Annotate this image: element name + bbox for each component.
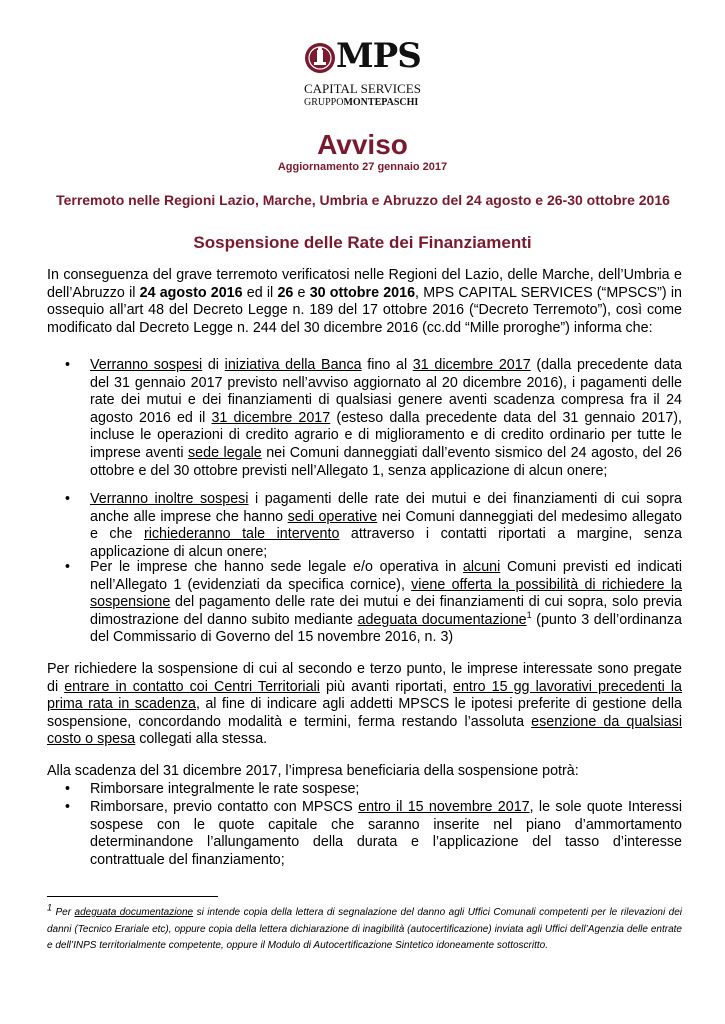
subject-heading: Sospensione delle Rate dei Finanziamenti (193, 233, 532, 252)
logo-brand: MPS (336, 36, 421, 76)
event-heading: Terremoto nelle Regioni Lazio, Marche, Umbria e Abruzzo del 24 agosto e 26-30 ottobre 2016 (56, 192, 670, 208)
update-date: Aggiornamento 27 gennaio 2017 (277, 161, 448, 173)
page-title: Avviso (317, 129, 408, 160)
contact-paragraph: Per richiedere la sospensione di cui al secondo e terzo punto, le imprese interessate sono pregate di entrare in contatto coi Centri Territoriali più avanti riportati, entro 15 gg lavorativi precedenti la prima rata in scadenza, al fine di indicare agli addetti MPSCS le ipotesi preferite di gestione della sospensione, concordando modalità e termini, ferma restando l’assoluta esenzione da qualsiasi costo o spesa collegati alla stessa. (47, 661, 683, 748)
montepaschi-emblem-icon (304, 42, 336, 74)
document-page: MPS CAPITAL SERVICES GRUPPOMONTEPASCHI Avviso Aggiornamento 27 gennaio 2017 Terremoto nelle Regioni Lazio, Marche, Umbria e Abruzzo del 24 agosto e 26-30 ottobre 2016 Sospensione delle Rate dei Finanziamenti In conseguenza del grave terremoto verificatosi nelle Regioni del Lazio, delle Marche, dell’Umbria e dell’Abruzzo il 24 agosto 2016 ed il 26 e 30 ottobre 2016, MPS CAPITAL SERVICES (“MPSCS”) in ossequio all’art 48 del Decreto Legge n. 189 del 17 ottobre 2016 (“Decreto Terremoto”), così come modificato dal Decreto Legge n. 244 del 30 dicembre 2016 (cc.dd “Mille proroghe”) informa che: • Verranno sospesi di iniziativa della Banca fino al 31 dicembre 2017 (dalla precedente data del 31 gennaio 2017 previsto nell’avviso aggiornato al 20 dicembre 2016), i pagamenti delle rate dei mutui e dei finanziamenti di qualsiasi genere aventi scadenza compresa fra il 24 agosto 2016 ed il 31 dicembre 2017 (esteso dalla precedente data del 31 gennaio 2017), incluse le operazioni di credito agrario e di miglioramento e di credito ordinario per tutte le imprese aventi sede legale nei Comuni danneggiati dall’evento sismico del 24 agosto, del 26 ottobre e del 30 ottobre previsti nell’Allegato 1, senza applicazione di alcun onere; • Verranno inoltre sospesi i pagamenti delle rate dei mutui e dei finanziamenti di cui sopra anche alle imprese che hanno sedi operative nei Comuni danneggiati del medesimo allegato e che richiederanno tale intervento attraverso i contatti riportati a margine, senza applicazione di alcun onere; • Per le imprese che hanno sede legale e/o operativa in alcuni Comuni previsti ed indicati nell’Allegato 1 (evidenziati da specifica cornice), viene offerta la possibilità di richiedere la sospensione del pagamento delle rate dei mutui e dei finanziamenti di cui sopra, solo previa dimostrazione del danno subito mediante adeguata documentazione$^1$ (punto 3 dell’ordinanza del Commissario di Governo del 15 novembre 2016, n. 3) Per richiedere la sospensione di cui al secondo e terzo punto, le imprese interessate sono pregate di entrare in contatto coi Centri Territoriali più avanti riportati, entro 15 gg lavorativi precedenti la prima rata in scadenza, al fine di indicare agli addetti MPSCS le ipotesi preferite di gestione della sospensione, concordando modalità e termini, ferma restando l’assoluta esenzione da qualsiasi costo o spesa collegati alla stessa. Alla scadenza del 31 dicembre 2017, l’impresa beneficiaria della sospensione potrà: • Rimborsare integralmente le rate sospese; • Rimborsare, previo contatto con MPSCS entro il 15 novembre 2017, le sole quote Interessi sospese con le quote capitale che saranno inserite nel piano d’ammortamento determinandone l’allungamento della durata e l’applicazione del tasso d’interesse contrattuale del finanziamento; $^1$ Per adeguata documentazione si intende copia della lettera di segnalazione del danno agli Uffici Comunali competenti per le rilevazioni dei danni (Tecnico Erariale etc), oppure copia della lettera dichiarazione di inagibilità (autocertificazione) inviata agli Uffici dell’Agenzia delle entrate e dell’INPS territorialmente competente, oppure il Modulo di Autocertificazione Sintetico idoneamente sottoscritto. (0, 0, 725, 1024)
mps-logo (304, 36, 424, 112)
logo-group: GRUPPOMONTEPASCHI (304, 97, 419, 108)
bullet-icon: • (65, 357, 71, 373)
intro-paragraph: In conseguenza del grave terremoto verificatosi nelle Regioni del Lazio, delle Marche, dell’Umbria e dell’Abruzzo il 24 agosto 2016 ed il 26 e 30 ottobre 2016, MPS CAPITAL SERVICES (“MPSCS”) in ossequio all’art 48 del Decreto Legge n. 189 del 17 ottobre 2016 (“Decreto Terremoto”), così come modificato dal Decreto Legge n. 244 del 30 dicembre 2016 (cc.dd “Mille proroghe”) informa che: (47, 267, 683, 336)
bullet-icon: • (65, 491, 71, 507)
bullet-icon: • (65, 781, 71, 797)
footnote-divider (47, 896, 218, 897)
footnote-ref[interactable]: 1 (526, 610, 532, 621)
bullet-icon: • (65, 559, 71, 575)
deadline-paragraph: Alla scadenza del 31 dicembre 2017, l’impresa beneficiaria della sospensione potrà: (47, 763, 579, 779)
logo-subtitle: CAPITAL SERVICES (304, 81, 421, 96)
bullet-icon: • (65, 799, 71, 815)
footnote: $^1$ Per adeguata documentazione si intende copia della lettera di segnalazione del danno agli Uffici Comunali competenti per le rilevazioni dei danni (Tecnico Erariale etc), oppure copia della lettera dichiarazione di inagibilità (autocertificazione) inviata agli Uffici dell’Agenzia delle entrate e dell’INPS territorialmente competente, oppure il Modulo di Autocertificazione Sintetico idoneamente sottoscritto. (47, 902, 682, 951)
